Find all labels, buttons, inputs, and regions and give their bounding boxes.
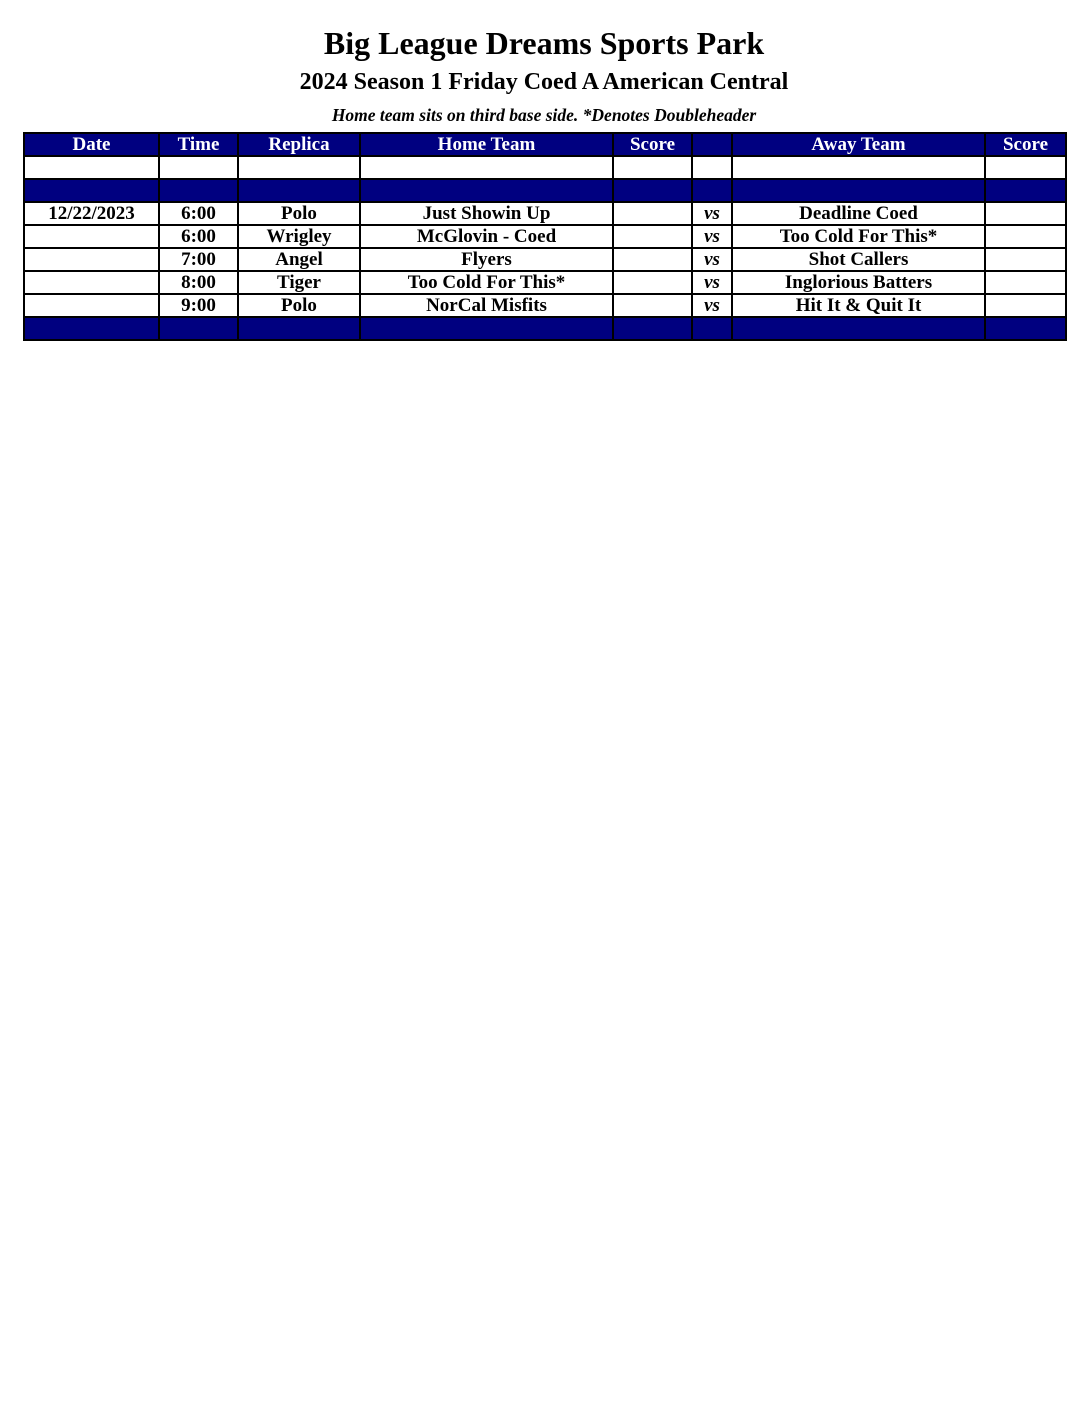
page-title: Big League Dreams Sports Park: [323, 25, 765, 61]
vs-label: vs: [692, 225, 732, 248]
home-score: [613, 202, 692, 225]
away-score: [985, 225, 1066, 248]
game-date: [24, 271, 159, 294]
blank-cell: [613, 156, 692, 179]
column-header-date: Date: [24, 133, 159, 156]
away-team: Deadline Coed: [732, 202, 985, 225]
blank-cell: [732, 156, 985, 179]
game-time: 6:00: [159, 225, 238, 248]
doubleheader-note: Home team sits on third base side. *Denotes Doubleheader: [331, 105, 757, 125]
home-team: McGlovin - Coed: [360, 225, 613, 248]
schedule-table: [23, 132, 1067, 341]
band-cell: [732, 317, 985, 340]
band-cell: [360, 179, 613, 202]
table-row: [24, 271, 1066, 294]
blank-cell: [360, 156, 613, 179]
away-team: Shot Callers: [732, 248, 985, 271]
table-row: [24, 294, 1066, 317]
blank-cell: [692, 156, 732, 179]
band-cell: [613, 179, 692, 202]
vs-label: vs: [692, 271, 732, 294]
table-row: [24, 225, 1066, 248]
column-header-home-team: Home Team: [360, 133, 613, 156]
blank-cell: [159, 156, 238, 179]
away-team: Hit It & Quit It: [732, 294, 985, 317]
game-time: 9:00: [159, 294, 238, 317]
game-replica: Polo: [238, 294, 360, 317]
game-time: 7:00: [159, 248, 238, 271]
home-team: Too Cold For This*: [360, 271, 613, 294]
column-header-away-team: Away Team: [732, 133, 985, 156]
band-cell: [238, 317, 360, 340]
band-cell: [732, 179, 985, 202]
game-replica: Angel: [238, 248, 360, 271]
band-cell: [159, 317, 238, 340]
table-header-row: [24, 133, 1066, 156]
column-header-away-score: Score: [985, 133, 1066, 156]
home-score: [613, 271, 692, 294]
game-time: 8:00: [159, 271, 238, 294]
band-cell: [692, 179, 732, 202]
away-team: Inglorious Batters: [732, 271, 985, 294]
vs-label: vs: [692, 248, 732, 271]
game-replica: Tiger: [238, 271, 360, 294]
band-cell: [613, 317, 692, 340]
away-score: [985, 248, 1066, 271]
table-row: [24, 202, 1066, 225]
band-cell: [692, 317, 732, 340]
game-time: 6:00: [159, 202, 238, 225]
blank-cell: [238, 156, 360, 179]
column-header-vs: [692, 133, 732, 156]
separator-band: [24, 179, 1066, 202]
band-cell: [985, 179, 1066, 202]
blank-row: [24, 156, 1066, 179]
home-score: [613, 225, 692, 248]
page-subtitle: 2024 Season 1 Friday Coed A American Central: [299, 69, 789, 95]
band-cell: [159, 179, 238, 202]
game-date: [24, 294, 159, 317]
home-score: [613, 248, 692, 271]
blank-cell: [24, 156, 159, 179]
footer-band: [24, 317, 1066, 340]
home-score: [613, 294, 692, 317]
band-cell: [24, 317, 159, 340]
game-date: [24, 225, 159, 248]
game-date: [24, 248, 159, 271]
home-team: NorCal Misfits: [360, 294, 613, 317]
vs-label: vs: [692, 202, 732, 225]
vs-label: vs: [692, 294, 732, 317]
game-replica: Polo: [238, 202, 360, 225]
home-team: Flyers: [360, 248, 613, 271]
game-replica: Wrigley: [238, 225, 360, 248]
column-header-home-score: Score: [613, 133, 692, 156]
away-score: [985, 271, 1066, 294]
away-score: [985, 294, 1066, 317]
band-cell: [360, 317, 613, 340]
band-cell: [985, 317, 1066, 340]
band-cell: [24, 179, 159, 202]
away-team: Too Cold For This*: [732, 225, 985, 248]
table-row: [24, 248, 1066, 271]
game-date: 12/22/2023: [24, 202, 159, 225]
away-score: [985, 202, 1066, 225]
column-header-replica: Replica: [238, 133, 360, 156]
band-cell: [238, 179, 360, 202]
home-team: Just Showin Up: [360, 202, 613, 225]
column-header-time: Time: [159, 133, 238, 156]
blank-cell: [985, 156, 1066, 179]
